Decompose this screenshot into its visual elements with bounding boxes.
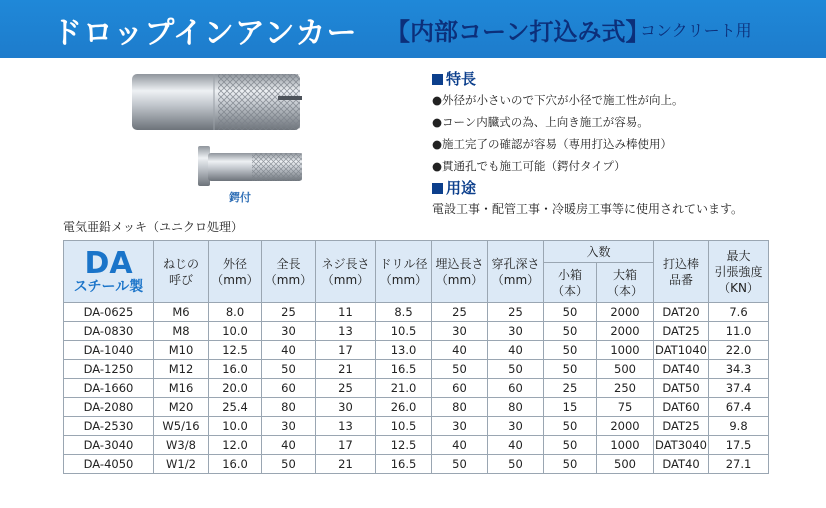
cell-thread-len: 17 — [316, 436, 376, 455]
cell-embed: 80 — [432, 398, 488, 417]
cell-large-box: 75 — [597, 398, 654, 417]
cell-tool: DAT40 — [654, 360, 709, 379]
cell-model: DA-3040 — [64, 436, 154, 455]
table-row — [64, 341, 769, 360]
cell-embed: 25 — [432, 303, 488, 322]
cell-model: DA-2530 — [64, 417, 154, 436]
cell-tool: DAT25 — [654, 417, 709, 436]
cell-outer-dia: 16.0 — [209, 360, 262, 379]
cell-thread: W5/16 — [154, 417, 209, 436]
cell-model: DA-0830 — [64, 322, 154, 341]
header-length: 全長 （mm） — [262, 241, 316, 303]
cell-drill-dia: 21.0 — [376, 379, 432, 398]
square-bullet-icon — [432, 183, 443, 194]
cell-model: DA-2080 — [64, 398, 154, 417]
header-hole-depth: 穿孔深さ （mm） — [488, 241, 544, 303]
header-embed: 埋込長さ （mm） — [432, 241, 488, 303]
cell-thread: W3/8 — [154, 436, 209, 455]
cell-drill-dia: 16.5 — [376, 455, 432, 474]
cell-large-box: 500 — [597, 455, 654, 474]
cell-drill-dia: 12.5 — [376, 436, 432, 455]
cell-strength: 11.0 — [709, 322, 769, 341]
cell-small-box: 25 — [544, 379, 597, 398]
table-row — [64, 417, 769, 436]
cell-outer-dia: 10.0 — [209, 322, 262, 341]
series-material: スチール製 — [73, 278, 144, 295]
cell-thread: M16 — [154, 379, 209, 398]
cell-outer-dia: 16.0 — [209, 455, 262, 474]
cell-small-box: 50 — [544, 360, 597, 379]
cell-strength: 17.5 — [709, 436, 769, 455]
features-section — [432, 69, 812, 177]
cell-length: 40 — [262, 436, 316, 455]
cell-large-box: 2000 — [597, 417, 654, 436]
cell-hole-depth: 40 — [488, 341, 544, 360]
feature-item: ●貫通孔でも施工可能（鍔付タイプ） — [432, 159, 626, 173]
cell-length: 80 — [262, 398, 316, 417]
cell-length: 50 — [262, 455, 316, 474]
cell-large-box: 1000 — [597, 341, 654, 360]
cell-outer-dia: 12.0 — [209, 436, 262, 455]
header-strength: 最大 引張強度 （KN） — [709, 241, 769, 303]
cell-tool: DAT50 — [654, 379, 709, 398]
title-banner — [0, 0, 826, 58]
cell-strength: 9.8 — [709, 417, 769, 436]
cell-tool: DAT25 — [654, 322, 709, 341]
cell-small-box: 50 — [544, 455, 597, 474]
cell-embed: 60 — [432, 379, 488, 398]
cell-large-box: 250 — [597, 379, 654, 398]
cell-tool: DAT1040 — [654, 341, 709, 360]
table-row — [64, 360, 769, 379]
table-row — [64, 379, 769, 398]
cell-thread-len: 25 — [316, 379, 376, 398]
cell-length: 25 — [262, 303, 316, 322]
cell-tool: DAT3040 — [654, 436, 709, 455]
header-thread-len: ネジ長さ （mm） — [316, 241, 376, 303]
table-row — [64, 322, 769, 341]
feature-item: ●施工完了の確認が容易（専用打込み棒使用） — [432, 137, 673, 151]
header-outer-dia: 外径 （mm） — [209, 241, 262, 303]
cell-strength: 27.1 — [709, 455, 769, 474]
cell-thread-len: 13 — [316, 322, 376, 341]
feature-item: ●外径が小さいので下穴が小径で施工性が向上。 — [432, 93, 684, 107]
series-cell — [64, 241, 154, 303]
cell-thread-len: 11 — [316, 303, 376, 322]
anchor-image — [128, 64, 308, 142]
header-drill-dia: ドリル径 （mm） — [376, 241, 432, 303]
table-row — [64, 455, 769, 474]
cell-drill-dia: 10.5 — [376, 417, 432, 436]
cell-strength: 67.4 — [709, 398, 769, 417]
cell-thread-len: 17 — [316, 341, 376, 360]
cell-hole-depth: 25 — [488, 303, 544, 322]
cell-thread: W1/2 — [154, 455, 209, 474]
cell-outer-dia: 25.4 — [209, 398, 262, 417]
cell-outer-dia: 10.0 — [209, 417, 262, 436]
cell-embed: 50 — [432, 455, 488, 474]
header-qty: 入数 — [544, 241, 654, 263]
square-bullet-icon — [432, 74, 443, 85]
cell-tool: DAT20 — [654, 303, 709, 322]
cell-model: DA-1040 — [64, 341, 154, 360]
header-large-box: 大箱 （本） — [597, 263, 654, 303]
cell-hole-depth: 80 — [488, 398, 544, 417]
header-small-box: 小箱 （本） — [544, 263, 597, 303]
cell-thread-len: 21 — [316, 360, 376, 379]
cell-length: 50 — [262, 360, 316, 379]
cell-thread: M6 — [154, 303, 209, 322]
cell-small-box: 50 — [544, 303, 597, 322]
cell-model: DA-1250 — [64, 360, 154, 379]
table-row — [64, 303, 769, 322]
cell-thread-len: 30 — [316, 398, 376, 417]
cell-large-box: 2000 — [597, 303, 654, 322]
cell-length: 30 — [262, 417, 316, 436]
cell-hole-depth: 30 — [488, 417, 544, 436]
cell-model: DA-4050 — [64, 455, 154, 474]
cell-thread-len: 13 — [316, 417, 376, 436]
cell-thread: M12 — [154, 360, 209, 379]
header-tool: 打込棒 品番 — [654, 241, 709, 303]
cell-embed: 50 — [432, 360, 488, 379]
cell-outer-dia: 20.0 — [209, 379, 262, 398]
cell-hole-depth: 50 — [488, 455, 544, 474]
cell-model: DA-0625 — [64, 303, 154, 322]
cell-hole-depth: 30 — [488, 322, 544, 341]
table-row — [64, 436, 769, 455]
cell-small-box: 50 — [544, 341, 597, 360]
cell-thread: M20 — [154, 398, 209, 417]
usage-text: 電設工事・配管工事・冷暖房工事等に使用されています。 — [432, 202, 744, 216]
cell-strength: 7.6 — [709, 303, 769, 322]
cell-small-box: 15 — [544, 398, 597, 417]
cell-model: DA-1660 — [64, 379, 154, 398]
cell-embed: 40 — [432, 341, 488, 360]
cell-small-box: 50 — [544, 436, 597, 455]
cell-tool: DAT40 — [654, 455, 709, 474]
plating-note: 電気亜鉛メッキ（ユニクロ処理） — [63, 220, 244, 234]
cell-outer-dia: 8.0 — [209, 303, 262, 322]
usage-heading: 用途 — [432, 178, 476, 198]
series-code: DA — [84, 245, 133, 281]
spec-table — [63, 240, 769, 474]
cell-hole-depth: 40 — [488, 436, 544, 455]
cell-thread-len: 21 — [316, 455, 376, 474]
cell-drill-dia: 8.5 — [376, 303, 432, 322]
product-method: 【内部コーン打込み式】 — [386, 18, 650, 46]
cell-thread: M10 — [154, 341, 209, 360]
cell-hole-depth: 50 — [488, 360, 544, 379]
cell-embed: 30 — [432, 322, 488, 341]
feature-item: ●コーン内臓式の為、上向き施工が容易。 — [432, 115, 649, 129]
cell-tool: DAT60 — [654, 398, 709, 417]
cell-length: 40 — [262, 341, 316, 360]
cell-hole-depth: 60 — [488, 379, 544, 398]
spec-table-body — [64, 303, 769, 474]
cell-length: 30 — [262, 322, 316, 341]
flanged-anchor-image — [196, 144, 306, 188]
cell-drill-dia: 16.5 — [376, 360, 432, 379]
header-thread: ねじの 呼び — [154, 241, 209, 303]
cell-embed: 30 — [432, 417, 488, 436]
table-row — [64, 398, 769, 417]
cell-strength: 34.3 — [709, 360, 769, 379]
cell-drill-dia: 13.0 — [376, 341, 432, 360]
cell-strength: 22.0 — [709, 341, 769, 360]
cell-thread: M8 — [154, 322, 209, 341]
cell-drill-dia: 10.5 — [376, 322, 432, 341]
cell-drill-dia: 26.0 — [376, 398, 432, 417]
cell-large-box: 1000 — [597, 436, 654, 455]
features-heading: 特長 — [432, 69, 812, 89]
cell-large-box: 2000 — [597, 322, 654, 341]
cell-outer-dia: 12.5 — [209, 341, 262, 360]
cell-embed: 40 — [432, 436, 488, 455]
flanged-label: 鍔付 — [229, 191, 251, 204]
cell-small-box: 50 — [544, 417, 597, 436]
product-usage: コンクリート用 — [640, 21, 752, 40]
cell-length: 60 — [262, 379, 316, 398]
cell-large-box: 500 — [597, 360, 654, 379]
cell-small-box: 50 — [544, 322, 597, 341]
cell-strength: 37.4 — [709, 379, 769, 398]
product-title: ドロップインアンカー — [52, 16, 358, 51]
